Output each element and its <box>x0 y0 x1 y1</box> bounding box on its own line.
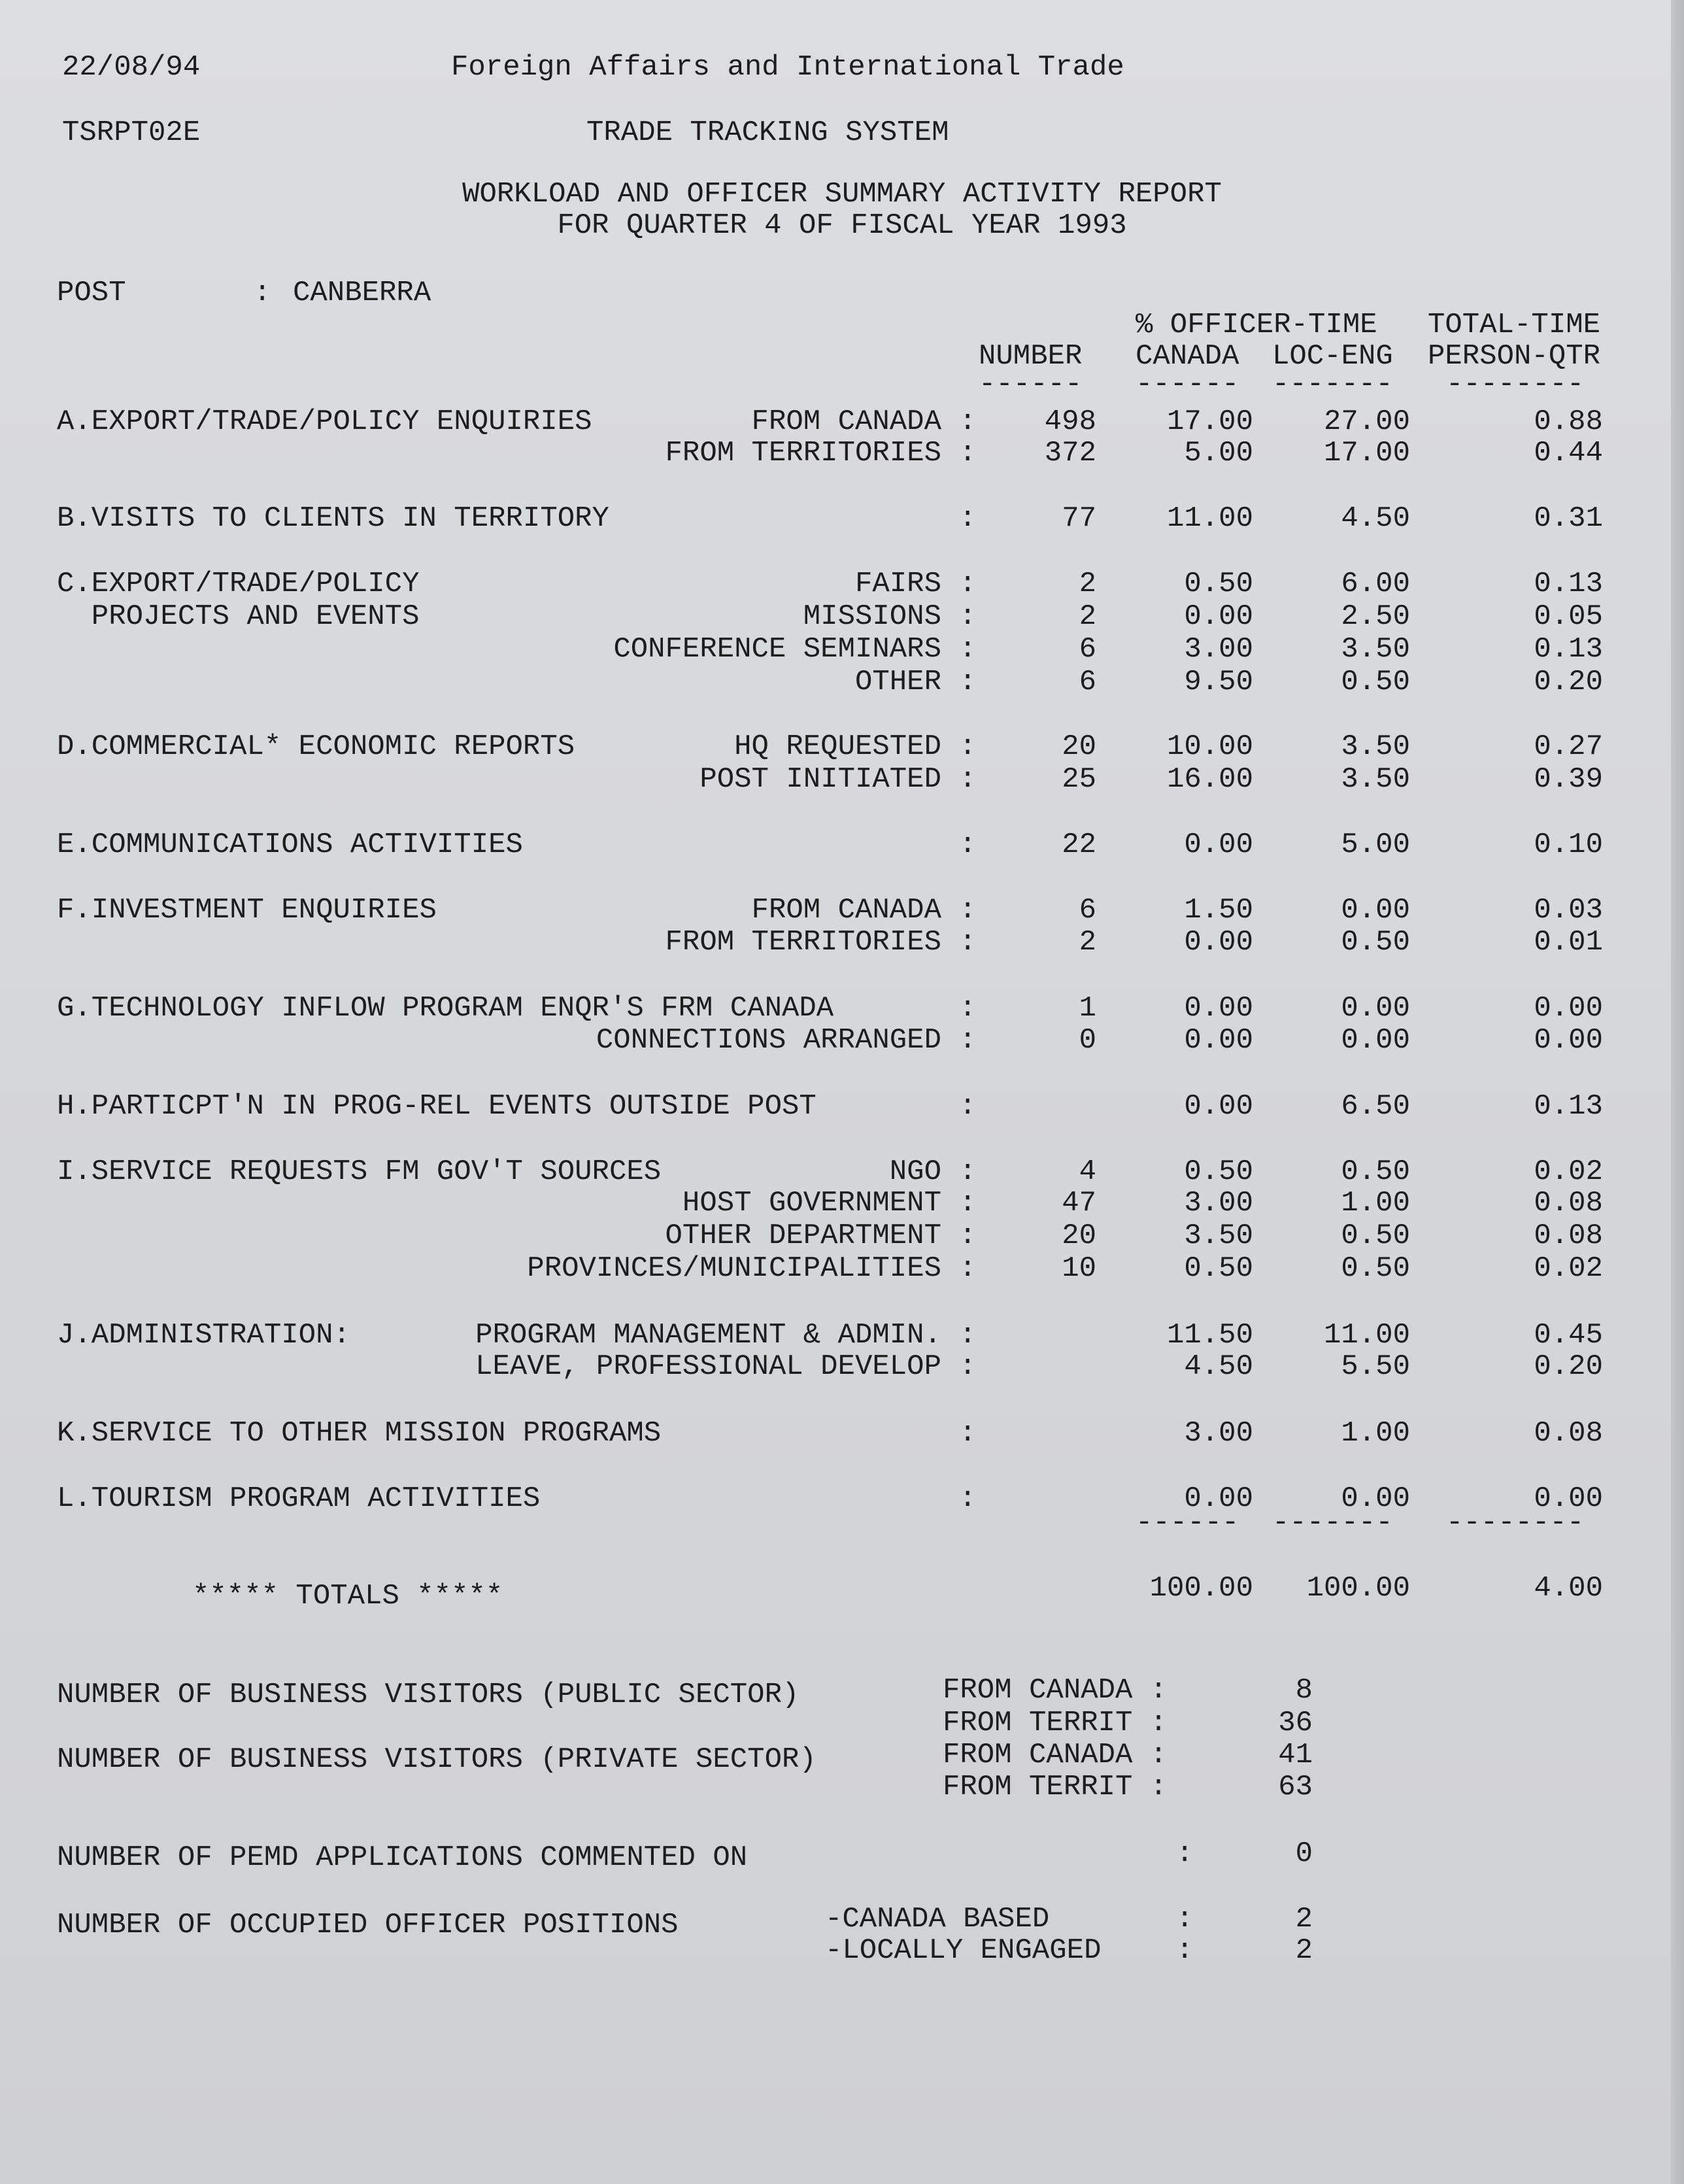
positions-locally-engaged-label: -LOCALLY ENGAGED <box>825 1934 1102 1967</box>
col-canada-rule: ------ <box>1136 368 1239 401</box>
row-colon: : <box>959 1220 977 1252</box>
row-subcategory-label: MISSIONS <box>803 600 941 633</box>
row-person-qtr: 0.31 <box>1534 502 1603 535</box>
total-time-header: TOTAL-TIME <box>1428 309 1601 341</box>
visitors-public-from-canada: 8 <box>1295 1674 1313 1707</box>
row-colon: : <box>959 1187 977 1220</box>
positions-canada-based-label: -CANADA BASED <box>825 1903 1050 1936</box>
row-colon: : <box>959 666 977 698</box>
row-canada-pct: 11.50 <box>1166 1319 1253 1352</box>
row-loceng-pct: 11.00 <box>1323 1319 1410 1352</box>
row-person-qtr: 0.08 <box>1534 1220 1603 1252</box>
row-subcategory-label: HQ REQUESTED <box>734 730 941 763</box>
row-category-label: I.SERVICE REQUESTS FM GOV'T SOURCES <box>57 1155 662 1188</box>
row-subcategory-label: PROGRAM MANAGEMENT & ADMIN. <box>475 1319 941 1352</box>
report-title-line-2: FOR QUARTER 4 OF FISCAL YEAR 1993 <box>557 209 1127 242</box>
row-colon: : <box>959 1252 977 1285</box>
visitors-private-from-canada: 41 <box>1278 1739 1313 1771</box>
row-category-label: K.SERVICE TO OTHER MISSION PROGRAMS <box>57 1417 662 1450</box>
row-colon: : <box>959 437 977 469</box>
row-canada-pct: 3.00 <box>1184 1417 1253 1450</box>
post-label: POST <box>57 277 126 309</box>
row-number: 6 <box>1079 633 1096 666</box>
row-canada-pct: 3.00 <box>1184 633 1253 666</box>
row-canada-pct: 0.00 <box>1184 600 1253 633</box>
row-canada-pct: 0.50 <box>1184 1155 1253 1188</box>
row-canada-pct: 0.00 <box>1184 828 1253 861</box>
row-number: 0 <box>1079 1024 1096 1057</box>
row-person-qtr: 0.13 <box>1534 568 1603 600</box>
col-personqtr-rule: -------- <box>1446 368 1585 401</box>
row-colon: : <box>959 763 977 796</box>
row-number: 2 <box>1079 926 1096 959</box>
row-category-label: G.TECHNOLOGY INFLOW PROGRAM ENQR'S FRM CANADA <box>57 992 834 1025</box>
row-category-label: L.TOURISM PROGRAM ACTIVITIES <box>57 1482 541 1515</box>
row-loceng-pct: 3.50 <box>1341 633 1410 666</box>
row-number: 20 <box>1062 1220 1096 1252</box>
row-canada-pct: 3.00 <box>1184 1187 1253 1220</box>
row-subcategory-label: LEAVE, PROFESSIONAL DEVELOP <box>475 1350 941 1383</box>
report-code: TSRPT02E <box>62 116 201 149</box>
row-loceng-pct: 0.50 <box>1341 1155 1410 1188</box>
row-loceng-pct: 6.50 <box>1341 1090 1410 1123</box>
row-person-qtr: 0.13 <box>1534 633 1603 666</box>
row-number: 1 <box>1079 992 1096 1025</box>
row-loceng-pct: 3.50 <box>1341 763 1410 796</box>
row-colon: : <box>959 1417 977 1450</box>
row-canada-pct: 4.50 <box>1184 1350 1253 1383</box>
row-colon: : <box>959 730 977 763</box>
row-person-qtr: 0.20 <box>1534 666 1603 698</box>
pemd-colon: : <box>1176 1837 1194 1870</box>
row-person-qtr: 0.00 <box>1534 1482 1603 1515</box>
positions-colon-2: : <box>1176 1934 1194 1967</box>
row-number: 6 <box>1079 894 1096 927</box>
row-loceng-pct: 0.50 <box>1341 1252 1410 1285</box>
visitors-public-from-territ: 36 <box>1278 1707 1313 1739</box>
row-loceng-pct: 0.00 <box>1341 1482 1410 1515</box>
totals-personqtr: 4.00 <box>1534 1572 1603 1605</box>
positions-label: NUMBER OF OCCUPIED OFFICER POSITIONS <box>57 1909 679 1941</box>
row-colon: : <box>959 405 977 438</box>
col-loceng-header: LOC-ENG <box>1272 340 1393 373</box>
row-person-qtr: 0.13 <box>1534 1090 1603 1123</box>
row-loceng-pct: 17.00 <box>1323 437 1410 469</box>
row-canada-pct: 17.00 <box>1166 405 1253 438</box>
visitors-private-from-territ-label: FROM TERRIT : <box>943 1771 1168 1803</box>
col-canada-header: CANADA <box>1136 340 1239 373</box>
row-loceng-pct: 3.50 <box>1341 730 1410 763</box>
row-loceng-pct: 1.00 <box>1341 1187 1410 1220</box>
row-category-label: B.VISITS TO CLIENTS IN TERRITORY <box>57 502 609 535</box>
positions-colon-1: : <box>1176 1903 1194 1936</box>
row-number: 47 <box>1062 1187 1096 1220</box>
row-category-label: D.COMMERCIAL* ECONOMIC REPORTS <box>57 730 575 763</box>
row-subcategory-label: FROM TERRITORIES <box>665 926 941 959</box>
row-colon: : <box>959 828 977 861</box>
report-title-line-1: WORKLOAD AND OFFICER SUMMARY ACTIVITY REPORT <box>462 178 1222 211</box>
pemd-label: NUMBER OF PEMD APPLICATIONS COMMENTED ON <box>57 1841 748 1874</box>
row-person-qtr: 0.88 <box>1534 405 1603 438</box>
row-number: 4 <box>1079 1155 1096 1188</box>
totals-loceng: 100.00 <box>1306 1572 1410 1605</box>
row-canada-pct: 11.00 <box>1166 502 1253 535</box>
row-loceng-pct: 0.00 <box>1341 992 1410 1025</box>
row-person-qtr: 0.00 <box>1534 992 1603 1025</box>
row-loceng-pct: 0.50 <box>1341 926 1410 959</box>
row-colon: : <box>959 633 977 666</box>
row-subcategory-label: FROM CANADA <box>751 894 941 927</box>
row-loceng-pct: 6.00 <box>1341 568 1410 600</box>
col-personqtr-header: PERSON-QTR <box>1428 340 1601 373</box>
row-number: 20 <box>1062 730 1096 763</box>
row-colon: : <box>959 502 977 535</box>
row-subcategory-label: CONFERENCE SEMINARS <box>613 633 941 666</box>
row-person-qtr: 0.44 <box>1534 437 1603 469</box>
row-colon: : <box>959 568 977 600</box>
row-subcategory-label: NGO <box>889 1155 941 1188</box>
visitors-private-from-territ: 63 <box>1278 1771 1313 1803</box>
row-canada-pct: 0.00 <box>1184 1482 1253 1515</box>
row-canada-pct: 16.00 <box>1166 763 1253 796</box>
row-number: 2 <box>1079 568 1096 600</box>
row-loceng-pct: 4.50 <box>1341 502 1410 535</box>
row-person-qtr: 0.00 <box>1534 1024 1603 1057</box>
row-loceng-pct: 5.50 <box>1341 1350 1410 1383</box>
row-subcategory-label: FAIRS <box>854 568 941 600</box>
positions-canada-based: 2 <box>1295 1903 1313 1936</box>
row-subcategory-label: HOST GOVERNMENT <box>682 1187 941 1220</box>
row-loceng-pct: 0.50 <box>1341 1220 1410 1252</box>
row-subcategory-label: FROM TERRITORIES <box>665 437 941 469</box>
totals-canada: 100.00 <box>1149 1572 1253 1605</box>
visitors-private-label: NUMBER OF BUSINESS VISITORS (PRIVATE SECTOR) <box>57 1743 817 1776</box>
row-canada-pct: 1.50 <box>1184 894 1253 927</box>
row-person-qtr: 0.39 <box>1534 763 1603 796</box>
totals-loceng-rule: ------- <box>1272 1507 1393 1539</box>
row-person-qtr: 0.02 <box>1534 1155 1603 1188</box>
row-person-qtr: 0.03 <box>1534 894 1603 927</box>
system-name: TRADE TRACKING SYSTEM <box>586 116 949 149</box>
row-category-label: F.INVESTMENT ENQUIRIES <box>57 894 437 927</box>
row-canada-pct: 0.00 <box>1184 992 1253 1025</box>
row-person-qtr: 0.45 <box>1534 1319 1603 1352</box>
row-loceng-pct: 1.00 <box>1341 1417 1410 1450</box>
row-loceng-pct: 0.00 <box>1341 894 1410 927</box>
row-number: 372 <box>1044 437 1096 469</box>
row-subcategory-label: OTHER DEPARTMENT <box>665 1220 941 1252</box>
row-category-label: C.EXPORT/TRADE/POLICY <box>57 568 420 600</box>
row-person-qtr: 0.27 <box>1534 730 1603 763</box>
row-person-qtr: 0.10 <box>1534 828 1603 861</box>
row-number: 77 <box>1062 502 1096 535</box>
row-subcategory-label: FROM CANADA <box>751 405 941 438</box>
row-canada-pct: 0.00 <box>1184 1090 1253 1123</box>
row-canada-pct: 0.00 <box>1184 926 1253 959</box>
pemd-value: 0 <box>1295 1837 1313 1870</box>
row-category-label: E.COMMUNICATIONS ACTIVITIES <box>57 828 523 861</box>
visitors-private-from-canada-label: FROM CANADA : <box>943 1739 1168 1771</box>
row-subcategory-label: CONNECTIONS ARRANGED <box>596 1024 941 1057</box>
row-subcategory-label: POST INITIATED <box>699 763 941 796</box>
row-loceng-pct: 2.50 <box>1341 600 1410 633</box>
row-colon: : <box>959 1319 977 1352</box>
row-person-qtr: 0.20 <box>1534 1350 1603 1383</box>
col-loceng-rule: ------- <box>1272 368 1393 401</box>
row-colon: : <box>959 600 977 633</box>
totals-canada-rule: ------ <box>1136 1507 1239 1539</box>
row-person-qtr: 0.08 <box>1534 1187 1603 1220</box>
row-person-qtr: 0.05 <box>1534 600 1603 633</box>
totals-label: ***** TOTALS ***** <box>192 1580 503 1612</box>
row-subcategory-label: PROVINCES/MUNICIPALITIES <box>527 1252 941 1285</box>
row-canada-pct: 0.00 <box>1184 1024 1253 1057</box>
officer-time-header: % OFFICER-TIME <box>1136 309 1377 341</box>
visitors-public-from-canada-label: FROM CANADA : <box>943 1674 1168 1707</box>
row-person-qtr: 0.01 <box>1534 926 1603 959</box>
totals-personqtr-rule: -------- <box>1446 1507 1585 1539</box>
row-canada-pct: 0.50 <box>1184 568 1253 600</box>
row-colon: : <box>959 1350 977 1383</box>
row-category-label: A.EXPORT/TRADE/POLICY ENQUIRIES <box>57 405 592 438</box>
col-number-rule: ------ <box>979 368 1083 401</box>
row-colon: : <box>959 1024 977 1057</box>
row-colon: : <box>959 1155 977 1188</box>
row-category-label: PROJECTS AND EVENTS <box>57 600 420 633</box>
row-number: 2 <box>1079 600 1096 633</box>
row-canada-pct: 3.50 <box>1184 1220 1253 1252</box>
visitors-public-label: NUMBER OF BUSINESS VISITORS (PUBLIC SECTOR) <box>57 1679 800 1711</box>
row-person-qtr: 0.02 <box>1534 1252 1603 1285</box>
row-number: 10 <box>1062 1252 1096 1285</box>
row-number: 25 <box>1062 763 1096 796</box>
post-separator: : <box>254 277 271 309</box>
row-canada-pct: 9.50 <box>1184 666 1253 698</box>
row-canada-pct: 0.50 <box>1184 1252 1253 1285</box>
report-date: 22/08/94 <box>62 51 201 84</box>
page-edge-shadow <box>1671 0 1684 2184</box>
row-colon: : <box>959 894 977 927</box>
row-subcategory-label: OTHER <box>854 666 941 698</box>
row-loceng-pct: 0.50 <box>1341 666 1410 698</box>
row-canada-pct: 5.00 <box>1184 437 1253 469</box>
row-number: 22 <box>1062 828 1096 861</box>
row-colon: : <box>959 926 977 959</box>
post-value: CANBERRA <box>293 277 431 309</box>
row-colon: : <box>959 1090 977 1123</box>
row-loceng-pct: 27.00 <box>1323 405 1410 438</box>
positions-locally-engaged: 2 <box>1295 1934 1313 1967</box>
row-loceng-pct: 5.00 <box>1341 828 1410 861</box>
row-loceng-pct: 0.00 <box>1341 1024 1410 1057</box>
department-name: Foreign Affairs and International Trade <box>451 51 1124 84</box>
row-colon: : <box>959 992 977 1025</box>
row-person-qtr: 0.08 <box>1534 1417 1603 1450</box>
row-category-label: H.PARTICPT'N IN PROG-REL EVENTS OUTSIDE POST <box>57 1090 817 1123</box>
visitors-public-from-territ-label: FROM TERRIT : <box>943 1707 1168 1739</box>
row-number: 498 <box>1044 405 1096 438</box>
col-number-header: NUMBER <box>979 340 1083 373</box>
row-canada-pct: 10.00 <box>1166 730 1253 763</box>
row-number: 6 <box>1079 666 1096 698</box>
row-category-label: J.ADMINISTRATION: <box>57 1319 350 1352</box>
row-colon: : <box>959 1482 977 1515</box>
